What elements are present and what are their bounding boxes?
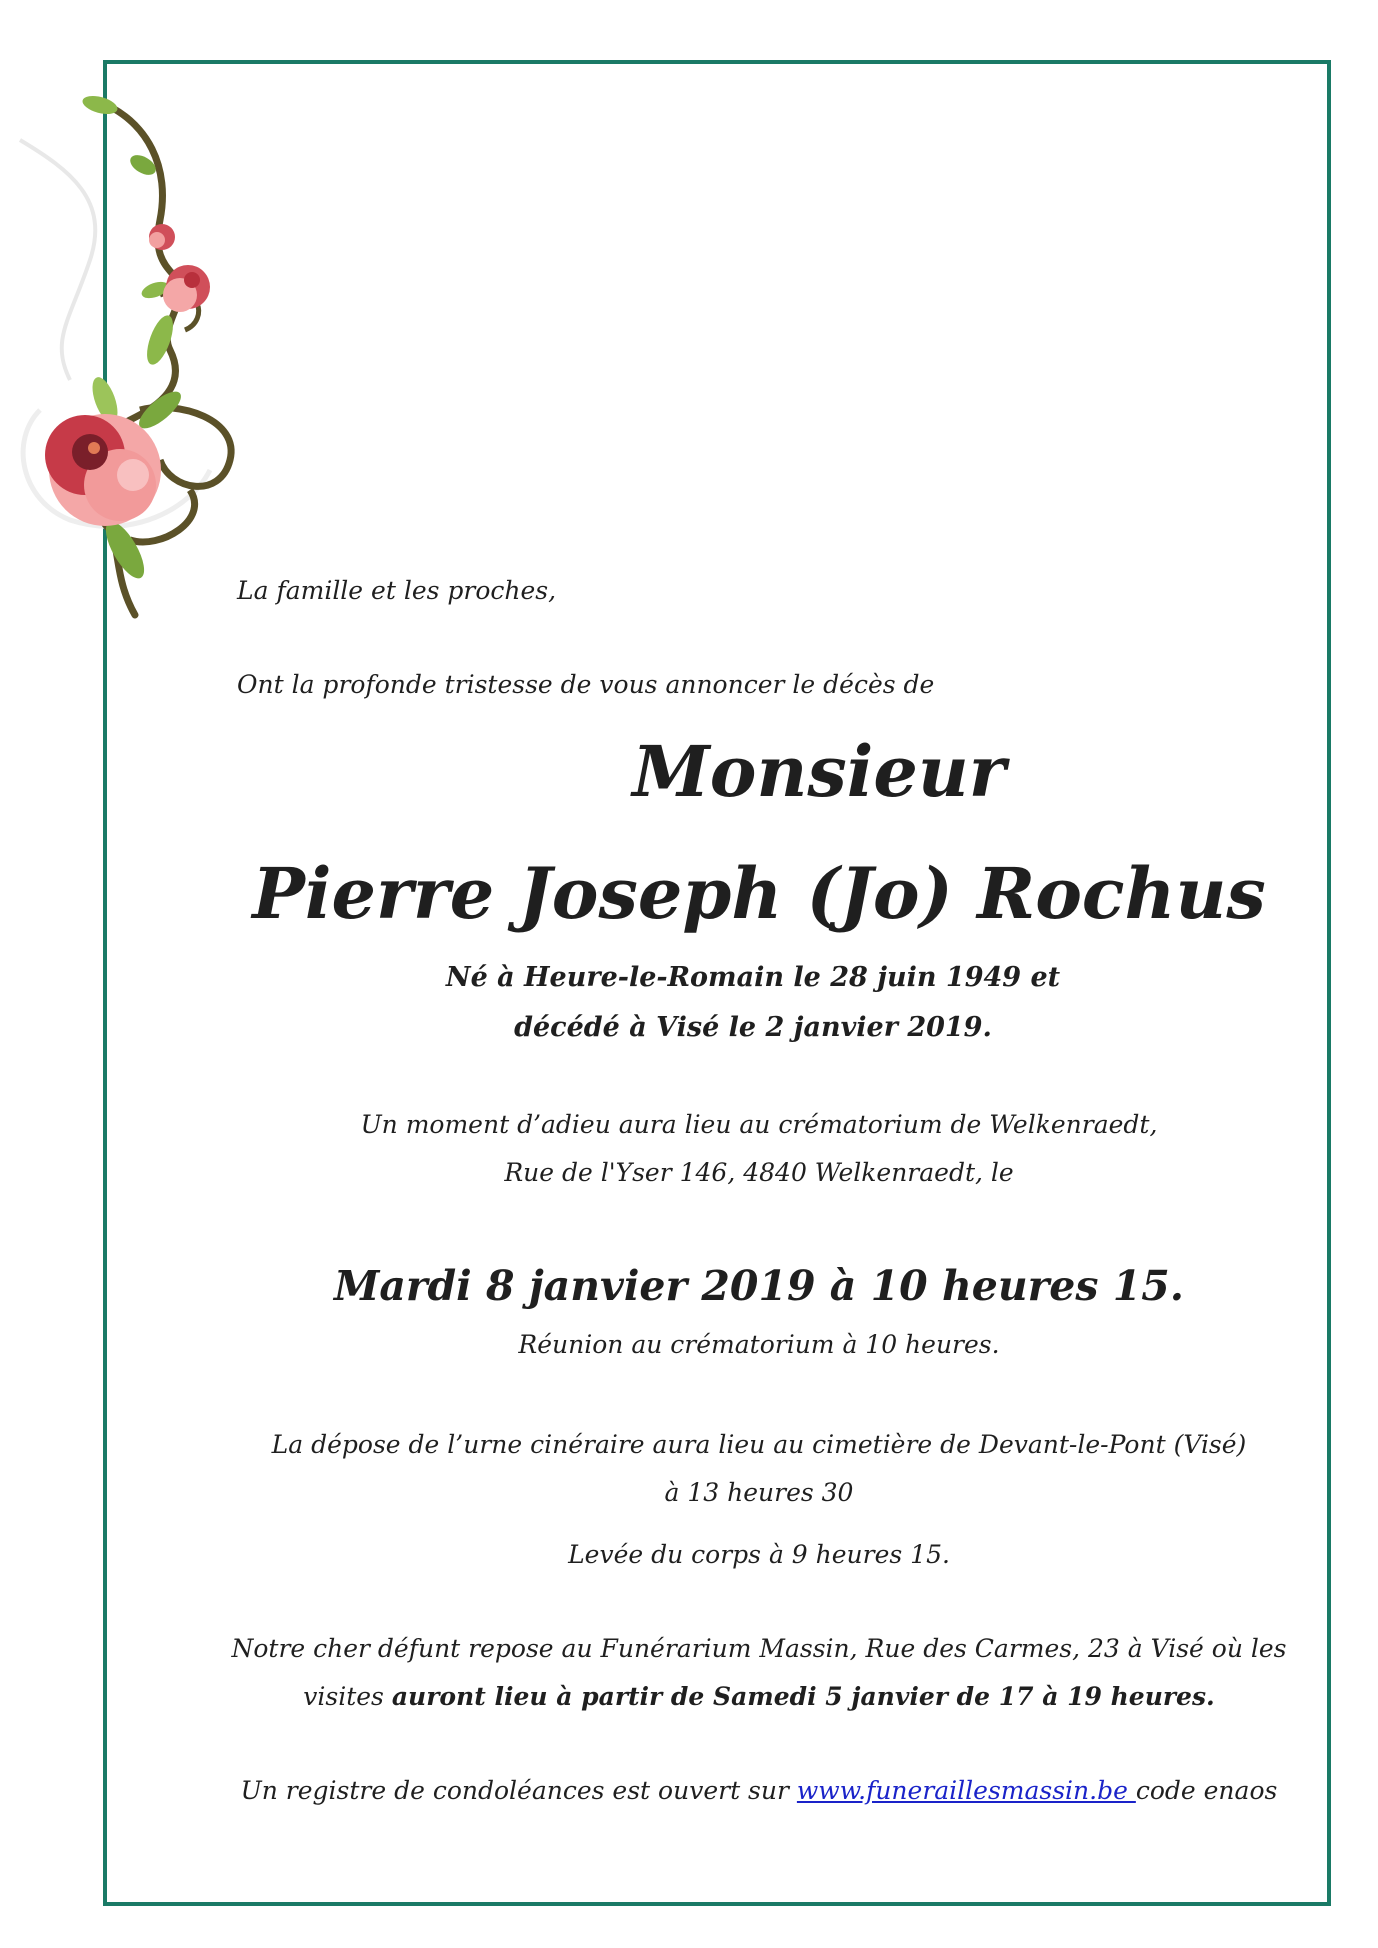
deceased-name: Pierre Joseph (Jo) Rochus bbox=[252, 852, 1266, 935]
register-link[interactable]: www.funeraillesmassin.be bbox=[796, 1776, 1136, 1805]
ceremony-line-2: Rue de l'Yser 146, 4840 Welkenraedt, le bbox=[504, 1158, 1014, 1187]
meeting-line: Réunion au crématorium à 10 heures. bbox=[518, 1330, 1000, 1359]
levee-line: Levée du corps à 9 heures 15. bbox=[568, 1540, 950, 1569]
register-prefix: Un registre de condoléances est ouvert sur bbox=[240, 1776, 797, 1805]
birth-line: Né à Heure-le-Romain le 28 juin 1949 et bbox=[445, 962, 1061, 993]
visits-line-1: Notre cher défunt repose au Funérarium Massin, Rue des Carmes, 23 à Visé où les bbox=[231, 1634, 1287, 1663]
register-line bbox=[70, 1776, 1378, 1805]
announce-line: Ont la profonde tristesse de vous annoncer le décès de bbox=[237, 670, 935, 699]
ceremony-datetime: Mardi 8 janvier 2019 à 10 heures 15. bbox=[333, 1262, 1185, 1310]
ceremony-line-1: Un moment d’adieu aura lieu au crématorium de Welkenraedt, bbox=[360, 1110, 1158, 1139]
urn-line-1: La dépose de l’urne cinéraire aura lieu au cimetière de Devant-le-Pont (Visé) bbox=[271, 1430, 1247, 1459]
urn-line-2: à 13 heures 30 bbox=[664, 1478, 854, 1507]
deceased-title: Monsieur bbox=[632, 730, 1006, 813]
visits-prefix: visites bbox=[303, 1682, 392, 1711]
floral-decoration-icon bbox=[10, 80, 240, 640]
register-suffix: code enaos bbox=[1135, 1776, 1278, 1805]
visits-line-2 bbox=[70, 1682, 1378, 1711]
death-line: décédé à Visé le 2 janvier 2019. bbox=[514, 1012, 992, 1043]
family-line: La famille et les proches, bbox=[237, 576, 557, 605]
visits-schedule: auront lieu à partir de Samedi 5 janvier de 17 à 19 heures. bbox=[391, 1682, 1215, 1711]
